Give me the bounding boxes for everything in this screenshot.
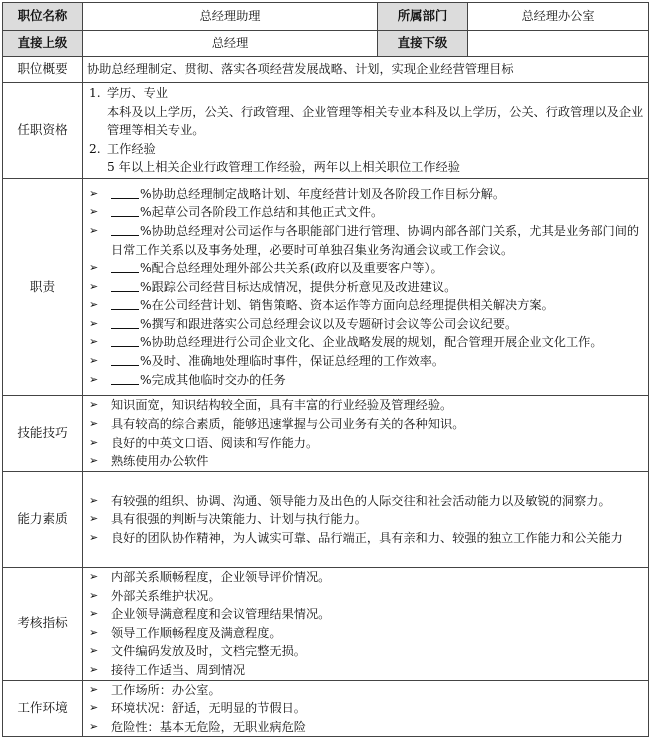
- percentage-blank: [111, 316, 139, 329]
- assessment-item: ➢ 接待工作适当、周到情况: [87, 661, 644, 680]
- abilities-label: 能力素质: [3, 472, 83, 568]
- subordinate-label: 直接下级: [378, 31, 468, 57]
- assessment-item: ➢ 领导工作顺畅程度及满意程度。: [87, 624, 644, 643]
- assessment-item: ➢ 企业领导满意程度和会议管理结果情况。: [87, 605, 644, 624]
- percentage-blank: [111, 297, 139, 310]
- duties-label: 职责: [3, 179, 83, 396]
- arrow-bullet-icon: ➢: [89, 354, 99, 368]
- row-abilities: [3, 472, 649, 568]
- arrow-bullet-icon: ➢: [89, 316, 99, 330]
- row-position: [3, 3, 649, 31]
- assessment-label: 考核指标: [3, 568, 83, 681]
- qualification-item-experience: [87, 140, 644, 159]
- percentage-blank: [111, 260, 139, 273]
- arrow-bullet-icon: ➢: [89, 205, 99, 219]
- arrow-bullet-icon: ➢: [89, 335, 99, 349]
- arrow-bullet-icon: ➢: [89, 298, 99, 312]
- environment-item: ➢ 环境状况：舒适，无明显的节假日。: [87, 699, 644, 718]
- abilities-list: [87, 492, 644, 548]
- row-duties: [3, 179, 649, 396]
- arrow-bullet-icon: ➢: [89, 719, 99, 733]
- duties-list: [87, 185, 644, 390]
- duties-content: [83, 179, 649, 396]
- arrow-bullet-icon: ➢: [89, 701, 99, 715]
- skills-list: [87, 396, 644, 470]
- environment-label: 工作环境: [3, 680, 83, 737]
- duty-item: ➢ %跟踪公司经营目标达成情况，提供分析意见及改进建议。: [87, 278, 644, 297]
- percentage-blank: [111, 186, 139, 199]
- department-label: 所属部门: [378, 3, 468, 31]
- overview-text: 协助总经理制定、贯彻、落实各项经营发展战略、计划，实现企业经营管理目标: [83, 57, 649, 83]
- superior-label: 直接上级: [3, 31, 83, 57]
- assessment-item: ➢ 外部关系维护状况。: [87, 587, 644, 606]
- row-overview: [3, 57, 649, 83]
- arrow-bullet-icon: ➢: [89, 607, 99, 621]
- qualification-item-education: [87, 84, 644, 103]
- subordinate-value: [468, 31, 649, 57]
- qualification-number: 2.: [89, 141, 101, 156]
- ability-item: ➢ 有较强的组织、协调、沟通、领导能力及出色的人际交往和社会活动能力以及敏锐的洞察力。: [87, 492, 644, 511]
- ability-item: ➢ 良好的团队协作精神，为人诚实可靠、品行端正，具有亲和力、较强的独立工作能力和公关能力: [87, 529, 644, 548]
- qualifications-content: [83, 83, 649, 179]
- job-description-document: [2, 2, 648, 737]
- environment-list: [87, 681, 644, 737]
- arrow-bullet-icon: ➢: [89, 279, 99, 293]
- percentage-blank: [111, 334, 139, 347]
- ability-item: ➢ 具有很强的判断与决策能力、计划与执行能力。: [87, 510, 644, 529]
- arrow-bullet-icon: ➢: [89, 186, 99, 200]
- skill-item: ➢ 知识面宽，知识结构较全面，具有丰富的行业经验及管理经验。: [87, 396, 644, 415]
- arrow-bullet-icon: ➢: [89, 435, 99, 449]
- qualifications-label: 任职资格: [3, 83, 83, 179]
- arrow-bullet-icon: ➢: [89, 570, 99, 583]
- arrow-bullet-icon: ➢: [89, 493, 99, 507]
- row-environment: [3, 680, 649, 737]
- percentage-blank: [111, 279, 139, 292]
- environment-item: ➢ 危险性：基本无危险，无职业病危险: [87, 718, 644, 737]
- assessment-content: [83, 568, 649, 681]
- duty-item: ➢ %配合总经理处理外部公共关系(政府以及重要客户等）。: [87, 259, 644, 278]
- duty-item: ➢ %协助总经理进行公司企业文化、企业战略发展的规划，配合管理开展企业文化工作。: [87, 333, 644, 352]
- qualification-title: 学历、专业: [107, 86, 168, 101]
- arrow-bullet-icon: ➢: [89, 261, 99, 275]
- arrow-bullet-icon: ➢: [89, 398, 99, 412]
- skill-item: ➢ 具有较高的综合素质，能够迅速掌握与公司业务有关的各种知识。: [87, 415, 644, 434]
- assessment-item: ➢ 内部关系顺畅程度，企业领导评价情况。: [87, 568, 644, 587]
- arrow-bullet-icon: ➢: [89, 588, 99, 602]
- arrow-bullet-icon: ➢: [89, 223, 99, 237]
- percentage-blank: [111, 372, 139, 385]
- job-description-table: [2, 2, 649, 737]
- duty-item: ➢ %撰写和跟进落实公司总经理会议以及专题研讨会议等公司会议纪要。: [87, 315, 644, 334]
- arrow-bullet-icon: ➢: [89, 625, 99, 639]
- row-assessment: [3, 568, 649, 681]
- skills-content: [83, 396, 649, 472]
- duty-item: ➢ %及时、准确地处理临时事件，保证总经理的工作效率。: [87, 352, 644, 371]
- qualification-text: 5 年以上相关企业行政管理工作经验，两年以上相关职位工作经验: [107, 160, 460, 175]
- position-name-value: 总经理助理: [83, 3, 378, 31]
- skill-item: ➢ 熟练使用办公软件: [87, 452, 644, 471]
- row-superior: [3, 31, 649, 57]
- qualification-text: 本科及以上学历，公关、行政管理、企业管理等相关专业本科及以上学历，公关、行政管理以及企业管理等相关专业。: [107, 104, 644, 138]
- arrow-bullet-icon: ➢: [89, 682, 99, 696]
- duty-item: ➢ %在公司经营计划、销售策略、资本运作等方面向总经理提供相关解决方案。: [87, 296, 644, 315]
- superior-value: 总经理: [83, 31, 378, 57]
- arrow-bullet-icon: ➢: [89, 530, 99, 544]
- department-value: 总经理办公室: [468, 3, 649, 31]
- qualification-title: 工作经验: [107, 141, 156, 156]
- arrow-bullet-icon: ➢: [89, 454, 99, 468]
- position-name-label: 职位名称: [3, 3, 83, 31]
- overview-label: 职位概要: [3, 57, 83, 83]
- duty-item: ➢ %协助总经理制定战略计划、年度经营计划及各阶段工作目标分解。: [87, 185, 644, 204]
- duty-item: ➢ %完成其他临时交办的任务: [87, 371, 644, 390]
- duty-item: ➢ %协助总经理对公司运作与各职能部门进行管理、协调内部各部门关系，尤其是业务部门间的日常工作关系以及事务处理，必要时可单独召集业务沟通会议或工作会议。: [89, 223, 640, 257]
- environment-item: ➢ 工作场所：办公室。: [87, 681, 644, 700]
- skill-item: ➢ 良好的中英文口语、阅读和写作能力。: [87, 434, 644, 453]
- qualification-number: 1.: [89, 86, 101, 101]
- row-skills: [3, 396, 649, 472]
- percentage-blank: [111, 353, 139, 366]
- arrow-bullet-icon: ➢: [89, 512, 99, 526]
- environment-content: [83, 680, 649, 737]
- arrow-bullet-icon: ➢: [89, 644, 99, 658]
- arrow-bullet-icon: ➢: [89, 416, 99, 430]
- skills-label: 技能技巧: [3, 396, 83, 472]
- arrow-bullet-icon: ➢: [89, 662, 99, 676]
- abilities-content: [83, 472, 649, 568]
- arrow-bullet-icon: ➢: [89, 372, 99, 386]
- duty-item: ➢ %起草公司各阶段工作总结和其他正式文件。: [87, 203, 644, 222]
- percentage-blank: [111, 204, 139, 217]
- assessment-list: [87, 568, 644, 680]
- assessment-item: ➢ 文件编码发放及时，文档完整无损。: [87, 642, 644, 661]
- row-qualifications: [3, 83, 649, 179]
- percentage-blank: [111, 223, 139, 236]
